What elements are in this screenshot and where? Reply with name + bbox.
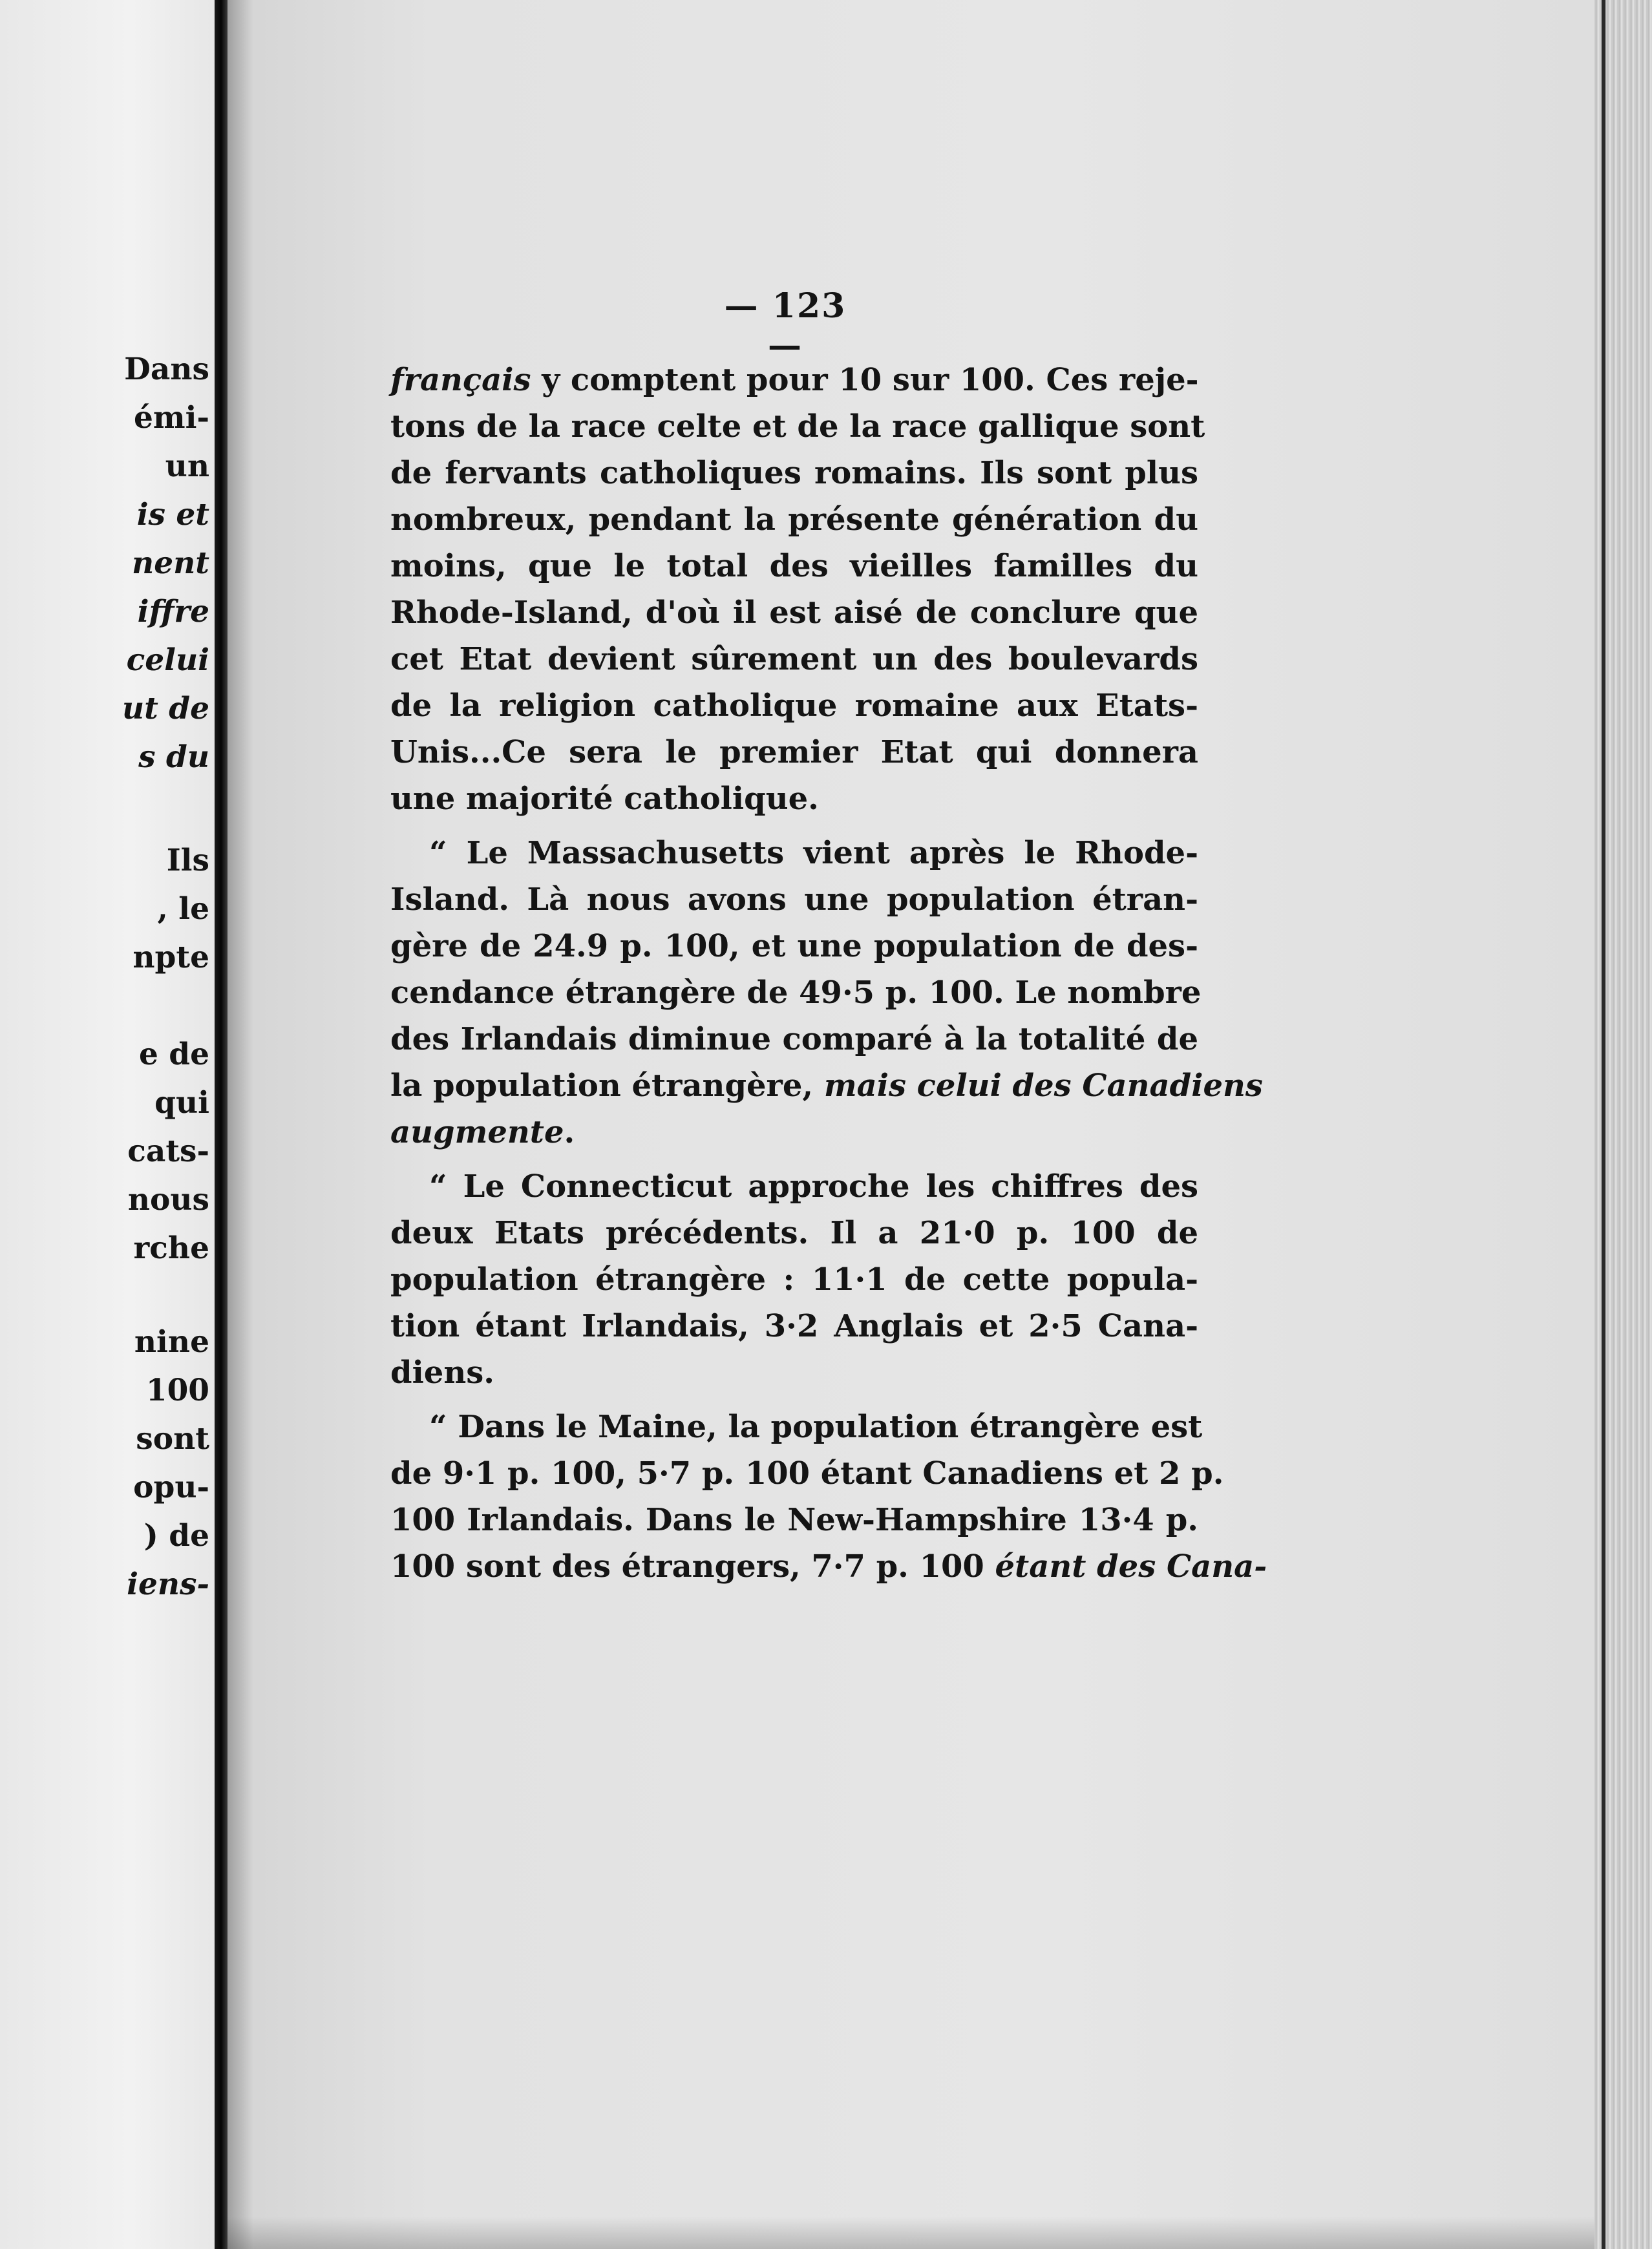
- left-fragment: nous: [127, 1182, 209, 1218]
- line-text: 100 sont des étrangers, 7·7 p. 100: [390, 1548, 995, 1585]
- left-fragment: s du: [138, 739, 209, 775]
- text-line: Rhode-Island, d'où il est aisé de conclure que: [390, 595, 1198, 631]
- left-fragment: 100: [145, 1373, 209, 1408]
- body-text: [390, 357, 1267, 1590]
- left-fragment: Dans: [124, 352, 209, 387]
- text-line: [390, 1543, 1267, 1590]
- text-line: de fervants catholiques romains. Ils sont plus: [390, 455, 1198, 491]
- text-line: de 9·1 p. 100, 5·7 p. 100 étant Canadiens et 2 p.: [390, 1455, 1224, 1492]
- text-line: “ Dans le Maine, la population étrangère est: [429, 1409, 1203, 1445]
- paragraph-gap: [390, 1156, 1198, 1163]
- text-line: des Irlandais diminue comparé à la totalité de: [390, 1021, 1198, 1057]
- italic-phrase: étant des Cana-: [995, 1548, 1267, 1585]
- text-line: [390, 357, 1198, 403]
- text-line: Island. Là nous avons une population étran-: [390, 882, 1198, 918]
- line-text: la population étrangère,: [390, 1068, 824, 1104]
- text-line: Unis...Ce sera le premier Etat qui donnera: [390, 734, 1198, 770]
- text-line: tons de la race celte et de la race gallique sont: [390, 408, 1205, 445]
- paragraph-gap: [390, 1396, 1198, 1404]
- left-fragment: is et: [136, 497, 209, 533]
- text-line: “ Le Connecticut approche les chiffres des: [429, 1168, 1198, 1205]
- left-page: [0, 0, 218, 2249]
- paragraph-gap: [390, 822, 1198, 830]
- book-gutter: [215, 0, 228, 2249]
- left-fragment: nent: [132, 545, 209, 581]
- text-line: une majorité catholique.: [390, 781, 819, 817]
- text-line: moins, que le total des vieilles familles du: [390, 548, 1198, 584]
- left-fragment: e de: [138, 1037, 209, 1072]
- left-fragment: ut de: [122, 691, 209, 726]
- italic-word: augmente: [390, 1114, 564, 1150]
- text-line: [390, 1109, 1198, 1156]
- page-number: — 123 —: [724, 286, 847, 365]
- text-line: [390, 1062, 1263, 1109]
- left-fragment: celui: [126, 642, 209, 678]
- page-edge-line: [1602, 0, 1605, 2249]
- text-line: deux Etats précédents. Il a 21·0 p. 100 de: [390, 1215, 1198, 1251]
- text-line: “ Le Massachusetts vient après le Rhode-: [429, 835, 1198, 871]
- left-fragment: rche: [133, 1230, 209, 1266]
- text-line: cendance étrangère de 49·5 p. 100. Le nombre: [390, 975, 1202, 1011]
- italic-phrase: mais celui des Canadiens: [823, 1068, 1263, 1104]
- left-fragment: qui: [154, 1085, 209, 1121]
- left-fragment: iffre: [137, 594, 209, 629]
- page-bottom-shadow: [228, 2217, 1594, 2249]
- text-line: 100 Irlandais. Dans le New-Hampshire 13·4 p.: [390, 1502, 1198, 1538]
- left-fragment: sont: [136, 1421, 209, 1457]
- line-text: y comptent pour 10 sur 100. Ces reje-: [531, 362, 1199, 398]
- text-line: de la religion catholique romaine aux Etats-: [390, 688, 1198, 724]
- left-fragment: , le: [157, 891, 209, 927]
- text-line: diens.: [390, 1355, 494, 1391]
- text-line: cet Etat devient sûrement un des boulevards: [390, 641, 1198, 677]
- italic-word: français: [390, 362, 531, 398]
- left-fragment: cats-: [127, 1134, 209, 1169]
- left-fragment: un: [165, 449, 209, 484]
- text-line: nombreux, pendant la présente génération du: [390, 502, 1198, 538]
- left-fragment: npte: [132, 940, 209, 975]
- text-line: tion étant Irlandais, 3·2 Anglais et 2·5 Cana-: [390, 1308, 1198, 1344]
- left-fragment: émi-: [134, 400, 209, 436]
- line-text: .: [564, 1114, 575, 1150]
- text-line: population étrangère : 11·1 de cette popula-: [390, 1262, 1198, 1298]
- left-fragment: opu-: [133, 1470, 209, 1505]
- text-line: gère de 24.9 p. 100, et une population de des-: [390, 928, 1198, 964]
- left-fragment: Ils: [166, 843, 209, 878]
- gutter-shadow: [228, 0, 253, 2249]
- left-fragment: ) de: [143, 1518, 209, 1554]
- left-fragment: iens-: [127, 1567, 209, 1602]
- left-fragment: nine: [134, 1324, 209, 1360]
